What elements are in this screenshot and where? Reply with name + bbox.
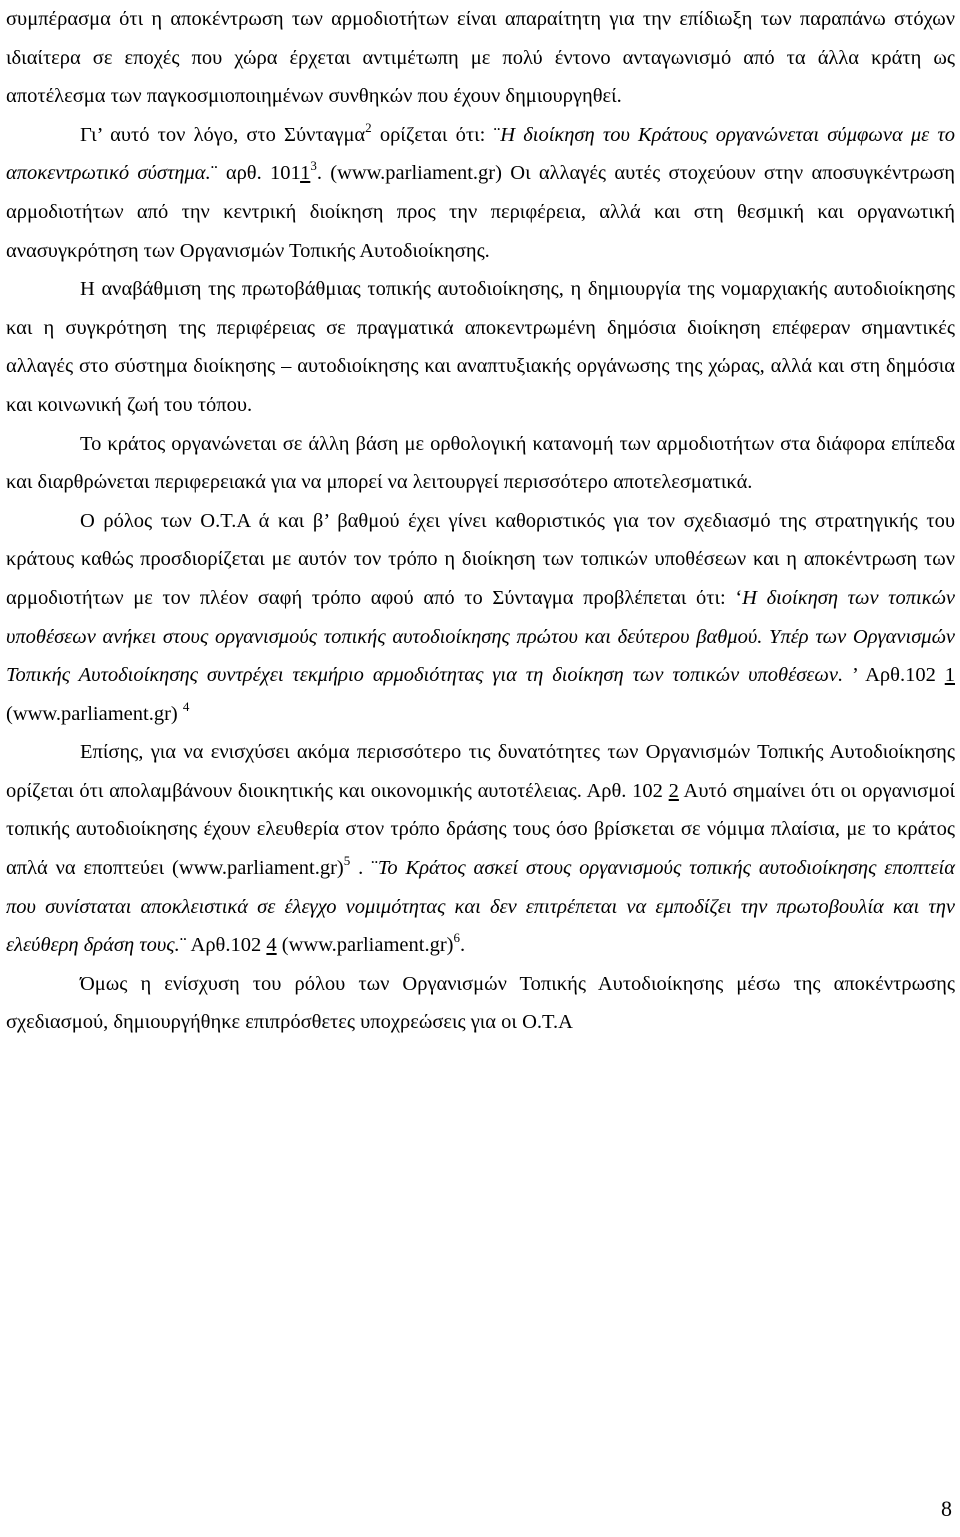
quote-article-102-1: Η διοίκηση των τοπικών υποθέσεων ανήκει στους οργανισμούς τοπικής αυτοδιοίκησης πρώτου και δεύτερου βαθμού. Υπέρ των Οργανισμών Τοπικής Αυτοδιοίκησης συντρέχει τεκμήριο αρμοδιότητας για τη διοίκηση των τοπικών υποθέσεων. [6, 586, 955, 687]
paragraph-5: Ο ρόλος των Ο.Τ.Α ά και β’ βαθμού έχει γίνει καθοριστικός για τον σχεδιασμό της στρατηγικής του κράτους καθώς προσδιορίζεται με αυτόν τον τρόπο η διοίκηση των τοπικών υποθέσεων και η αποκέντρωση των αρμοδιοτήτων με τον πλέον σαφή τρόπο αφού από το Σύνταγμα προβλέπεται ότι: ‘Η διοίκηση των τοπικών υποθέσεων ανήκει στους οργανισμούς τοπικής αυτοδιοίκησης πρώτου και δεύτερου βαθμού. Υπέρ των Οργανισμών Τοπικής Αυτοδιοίκησης συντρέχει τεκμήριο αρμοδιότητας για τη διοίκηση των τοπικών υποθέσεων. ’ Αρθ.102 1 (www.parliament.gr) $^4$ [6, 509, 955, 725]
paragraph-4: Το κράτος οργανώνεται σε άλλη βάση με ορθολογική κατανομή των αρμοδιοτήτων στα διάφορα επίπεδα και διαρθρώνεται περιφερειακά για να μπορεί να λειτουργεί περισσότερο αποτελεσματικά. [6, 432, 955, 494]
footnote-ref-5: 5 [343, 853, 351, 869]
footnote-ref-4: 4 [182, 698, 190, 714]
paragraph-1: συμπέρασμα ότι η αποκέντρωση των αρμοδιοτήτων είναι απαραίτητη για την επίδιωξη των παραπάνω στόχων ιδιαίτερα σε εποχές που χώρα έρχεται αντιμέτωπη με πολύ έντονο ανταγωνισμό από τα άλλα κράτη ως αποτέλεσμα των παγκοσμιοποιημένων συνθηκών που έχουν δημιουργηθεί. [6, 8, 955, 108]
quote-article-102-4: Το Κράτος ασκεί στους οργανισμούς τοπικής αυτοδιοίκησης εποπτεία που συνίσταται αποκλειστικά σε έλεγχο νομιμότητας και δεν επιτρέπεται να εμποδίζει την πρωτοβουλία και την ελεύθερη δράση τους. [6, 857, 955, 957]
paragraph-6: Επίσης, για να ενισχύσει ακόμα περισσότερο τις δυνατότητες των Οργανισμών Τοπικής Αυτοδιοίκησης ορίζεται ότι απολαμβάνουν διοικητικής και οικονομικής αυτοτέλειας. Αρθ. 102 2 Αυτό σημαίνει ότι οι οργανισμοί τοπικής αυτοδιοίκησης έχουν ελευθερία στον τρόπο δράσης τους όσο βρίσκεται σε νόμιμα πλαίσια, με το κράτος απλά να εποπτεύει (www.parliament.gr)$^5$ . ¨Το Κράτος ασκεί στους οργανισμούς τοπικής αυτοδιοίκησης εποπτεία που συνίσταται αποκλειστικά σε έλεγχο νομιμότητας και δεν επιτρέπεται να εμποδίζει την πρωτοβουλία και την ελεύθερη δράση τους.¨ Αρθ.102 4 (www.parliament.gr)$^6$. [6, 741, 955, 957]
footnote-ref-3: 3 [310, 158, 317, 174]
body-text [6, 0, 955, 1042]
paragraph-3: Η αναβάθμιση της πρωτοβάθμιας τοπικής αυτοδιοίκησης, η δημιουργία της νομαρχιακής αυτοδιοίκησης και η συγκρότηση της περιφέρειας σε πραγματικά αποκεντρωμένη δημόσια διοίκηση επέφεραν σημαντικές αλλαγές στο σύστημα διοίκησης – αυτοδιοίκησης και αναπτυξιακής οργάνωσης της χώρας, αλλά και στη δημόσια και κοινωνική ζωή του τόπου. [6, 278, 955, 416]
quote-article-101: Η διοίκηση του Κράτους οργανώνεται σύμφωνα με το αποκεντρωτικό σύστημα. [6, 123, 955, 185]
footnote-ref-2: 2 [365, 119, 372, 135]
article-section: 2 [668, 779, 679, 802]
footnote-ref-6: 6 [453, 930, 460, 946]
paragraph-7: Όμως η ενίσχυση του ρόλου των Οργανισμών Τοπικής Αυτοδιοίκησης μέσω της αποκέντρωσης σχεδιασμού, δημιουργήθηκε επιπρόσθετες υποχρεώσεις για οι Ο.Τ.Α [6, 972, 955, 1034]
article-section: 1 [300, 162, 311, 185]
paragraph-2: Γι’ αυτό τον λόγο, στο Σύνταγμα$^2$ ορίζεται ότι: ¨Η διοίκηση του Κράτους οργανώνεται σύμφωνα με το αποκεντρωτικό σύστημα.¨ αρθ. 1011$^3$. (www.parliament.gr) Οι αλλαγές αυτές στοχεύουν στην αποσυγκέντρωση αρμοδιοτήτων από την κεντρική διοίκηση προς την περιφέρεια, αλλά και στη θεσμική και οργανωτική ανασυγκρότηση των Οργανισμών Τοπικής Αυτοδιοίκησης. [6, 119, 956, 262]
page-number: 8 [941, 1496, 952, 1521]
article-section: 4 [266, 934, 277, 957]
article-section: 1 [944, 664, 955, 687]
